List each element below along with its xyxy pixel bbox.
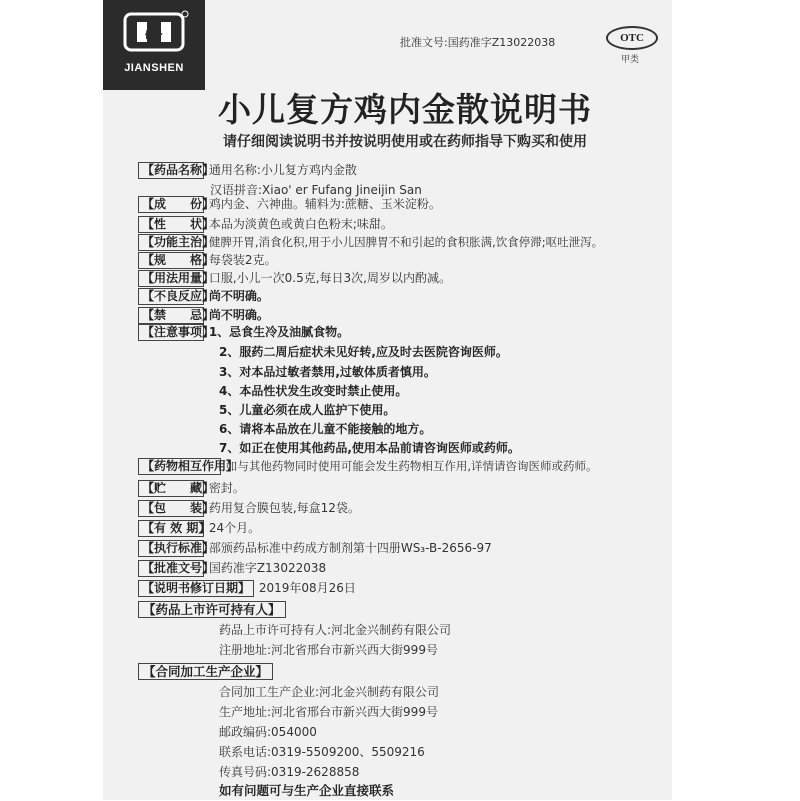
manufacturer-name: 合同加工生产企业:河北金兴制药有限公司 bbox=[219, 685, 440, 699]
section-drug-name bbox=[138, 160, 357, 181]
label-standard: 【执行标准】 bbox=[138, 540, 204, 557]
indications-value: 健脾开胃,消食化积,用于小儿因脾胃不和引起的食积胀满,饮食停滞;呕吐泄泻。 bbox=[208, 235, 604, 249]
label-precautions: 【注意事项】 bbox=[138, 324, 204, 341]
label-manufacturer: 【合同加工生产企业】 bbox=[138, 663, 273, 680]
label-indications: 【功能主治】 bbox=[138, 234, 204, 251]
precaution-item: 4、本品性状发生改变时禁止使用。 bbox=[219, 384, 408, 398]
label-appearance: 【性 状】 bbox=[138, 216, 204, 233]
section-shelf-life bbox=[138, 518, 260, 539]
section-standard bbox=[138, 538, 492, 559]
approval-number-header: 批准文号:国药准字Z13022038 bbox=[400, 36, 556, 49]
label-shelf-life: 【有 效 期】 bbox=[138, 520, 204, 537]
section-ingredients bbox=[138, 194, 441, 215]
holder-address: 注册地址:河北省邢台市新兴西大街999号 bbox=[219, 643, 438, 657]
package-value: 药用复合膜包装,每盒12袋。 bbox=[208, 501, 360, 515]
section-package bbox=[138, 498, 360, 519]
section-manufacturer bbox=[138, 661, 273, 682]
label-holder: 【药品上市许可持有人】 bbox=[138, 601, 286, 618]
interactions-value: 如与其他药物同时使用可能会发生药物相互作用,详情请咨询医师或药师。 bbox=[225, 459, 598, 473]
precaution-item: 6、请将本品放在儿童不能接触的地方。 bbox=[219, 422, 432, 436]
label-interactions: 【药物相互作用】 bbox=[138, 458, 221, 475]
precaution-item: 1、忌食生冷及油腻食物。 bbox=[208, 325, 350, 339]
label-revision-date: 【说明书修订日期】 bbox=[138, 580, 254, 597]
standard-value: 部颁药品标准中药成方制剂第十四册WS₃-B-2656-97 bbox=[208, 541, 492, 555]
label-contraindications: 【禁 忌】 bbox=[138, 307, 204, 324]
brand-logo-text: 健身 bbox=[144, 31, 164, 41]
precaution-item: 2、服药二周后症状未见好转,应及时去医院咨询医师。 bbox=[219, 345, 508, 359]
section-adverse bbox=[138, 286, 269, 307]
precaution-item: 5、儿童必须在成人监护下使用。 bbox=[219, 403, 396, 417]
spec-value: 每袋装2克。 bbox=[208, 253, 277, 267]
section-precautions bbox=[138, 322, 349, 343]
label-spec: 【规 格】 bbox=[138, 252, 204, 269]
manufacturer-phone: 联系电话:0319-5509200、5509216 bbox=[219, 745, 425, 759]
common-name: 通用名称:小儿复方鸡内金散 bbox=[208, 163, 357, 177]
brand-english-name: JIANSHEN bbox=[124, 62, 184, 74]
label-storage: 【贮 藏】 bbox=[138, 480, 204, 497]
label-drug-name: 【药品名称】 bbox=[138, 162, 204, 179]
pinyin-name: 汉语拼音:Xiao' er Fufang Jineijin San bbox=[210, 183, 422, 197]
label-dosage: 【用法用量】 bbox=[138, 270, 204, 287]
approval-number-value: 国药准字Z13022038 bbox=[208, 561, 327, 575]
contraindications-value: 尚不明确。 bbox=[208, 308, 269, 322]
label-ingredients: 【成 份】 bbox=[138, 196, 204, 213]
section-interactions bbox=[138, 456, 597, 477]
brand-logo-icon bbox=[117, 8, 191, 56]
otc-class-label: 甲类 bbox=[621, 55, 640, 65]
shelf-life-value: 24个月。 bbox=[208, 521, 261, 535]
holder-name: 药品上市许可持有人:河北金兴制药有限公司 bbox=[219, 623, 452, 637]
adverse-value: 尚不明确。 bbox=[208, 289, 269, 303]
appearance-value: 本品为淡黄色或黄白色粉末;味甜。 bbox=[208, 217, 393, 231]
precaution-item: 3、对本品过敏者禁用,过敏体质者慎用。 bbox=[219, 365, 436, 379]
section-holder bbox=[138, 599, 286, 620]
footer-contact-note: 如有问题可与生产企业直接联系 bbox=[219, 783, 395, 798]
dosage-value: 口服,小儿一次0.5克,每日3次,周岁以内酌减。 bbox=[208, 271, 451, 285]
manufacturer-address: 生产地址:河北省邢台市新兴西大街999号 bbox=[219, 705, 438, 719]
storage-value: 密封。 bbox=[208, 481, 245, 495]
document-title: 小儿复方鸡内金散说明书 bbox=[218, 90, 592, 129]
label-approval-number: 【批准文号】 bbox=[138, 560, 204, 577]
ingredients-value: 鸡内金、六神曲。辅料为:蔗糖、玉米淀粉。 bbox=[208, 197, 441, 211]
manufacturer-postcode: 邮政编码:054000 bbox=[219, 725, 317, 739]
revision-date-value: 2019年08月26日 bbox=[258, 581, 356, 595]
document-subtitle: 请仔细阅读说明书并按说明使用或在药师指导下购买和使用 bbox=[223, 134, 587, 150]
section-approval-number bbox=[138, 558, 326, 579]
precaution-item: 7、如正在使用其他药品,使用本品前请咨询医师或药师。 bbox=[219, 441, 520, 455]
section-storage bbox=[138, 478, 245, 499]
label-package: 【包 装】 bbox=[138, 500, 204, 517]
manufacturer-fax: 传真号码:0319-2628858 bbox=[219, 765, 360, 779]
label-adverse: 【不良反应】 bbox=[138, 288, 204, 305]
section-revision-date bbox=[138, 578, 356, 599]
otc-badge: OTC bbox=[606, 26, 658, 50]
